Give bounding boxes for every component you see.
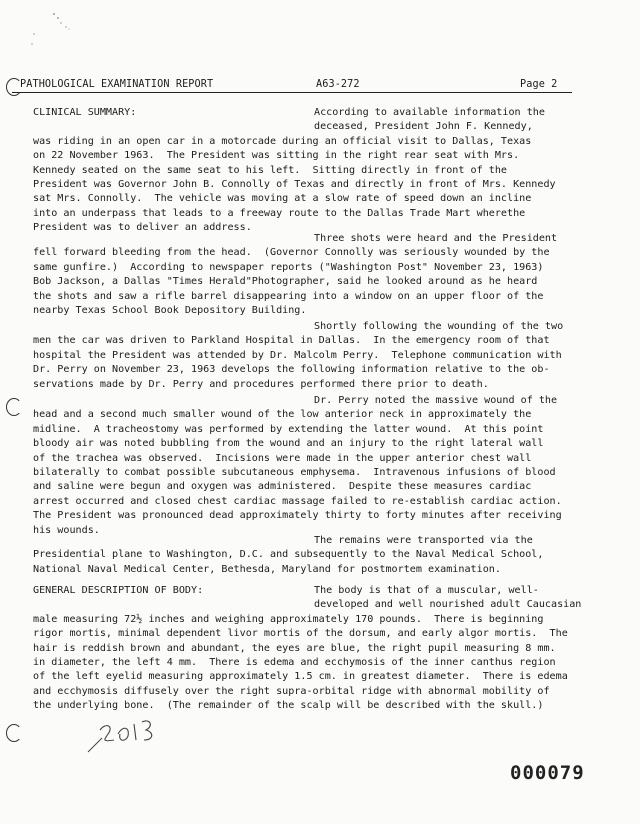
document-number: 000079: [510, 762, 585, 784]
text-line: on 22 November 1963. The President was sitting in the right rear seat with Mrs.: [33, 150, 520, 162]
text-line: in diameter, the left 4 mm. There is edema and ecchymosis of the inner canthus region: [33, 657, 556, 669]
text-line: and ecchymosis diffusely over the right supra-orbital ridge with abnormal mobility of: [33, 685, 550, 697]
punch-hole-middle: [6, 398, 22, 416]
text-line: of the left eyelid measuring approximately 1.5 cm. in greatest diameter. There is edema: [33, 671, 568, 683]
text-line: arrest occurred and closed chest cardiac massage failed to re-establish cardiac action.: [33, 495, 562, 507]
text-line: men the car was driven to Parkland Hospital in Dallas. In the emergency room of that: [33, 335, 550, 347]
text-line: midline. A tracheostomy was performed by extending the latter wound. At this point: [33, 423, 544, 435]
text-line: Shortly following the wounding of the two: [314, 321, 564, 332]
text-line: rigor mortis, minimal dependent livor mortis of the dorsum, and early algor mortis. The: [33, 628, 568, 640]
text-line: the shots and saw a rifle barrel disappearing into a window on an upper floor of the: [33, 290, 544, 302]
text-line: hospital the President was attended by Dr. Malcolm Perry. Telephone communication with: [33, 349, 562, 361]
text-line: Dr. Perry on November 23, 1963 develops the following information relative to the ob-: [33, 364, 550, 376]
text-line: of the trachea was observed. Incisions were made in the upper anterior chest wall: [33, 452, 532, 464]
text-line: fell forward bleeding from the head. (Governor Connolly was seriously wounded by the: [33, 247, 550, 259]
text-line: bloody air was noted bubbling from the wound and an injury to the right lateral wall: [33, 438, 544, 450]
text-line: same gunfire.) According to newspaper reports ("Washington Post" November 23, 1963): [33, 261, 544, 273]
text-line: According to available information the: [314, 107, 545, 118]
parkland-paragraph: [33, 320, 581, 392]
text-line: his wounds.: [33, 524, 100, 536]
text-line: Three shots were heard and the President: [314, 233, 558, 244]
case-number: A63-272: [316, 79, 360, 90]
text-line: The remains were transported via the: [314, 535, 533, 546]
text-line: the underlying bone. (The remainder of the scalp will be described with the skull.): [33, 700, 544, 712]
text-line: head and a second much smaller wound of the low anterior neck in approximately the: [33, 409, 532, 421]
text-line: President was Governor John B. Connolly of Texas and directly in front of Mrs. Kennedy: [33, 179, 556, 191]
text-line: into an underpass that leads to a freeway route to the Dallas Trade Mart wherethe: [33, 207, 526, 219]
text-line: President was to deliver an address.: [33, 222, 252, 234]
text-line: developed and well nourished adult Caucasian: [314, 599, 581, 611]
transport-paragraph: [33, 534, 581, 577]
text-line: National Naval Medical Center, Bethesda, Maryland for postmortem examination.: [33, 563, 501, 575]
text-line: sat Mrs. Connolly. The vehicle was moving at a slow rate of speed down an incline: [33, 193, 532, 205]
text-line: The body is that of a muscular, well-: [314, 585, 539, 596]
text-line: bilaterally to combat possible subcutaneous emphysema. Intravenous infusions of blood: [33, 467, 556, 479]
header-rule: [12, 92, 572, 93]
text-line: male measuring 72½ inches and weighing approximately 170 pounds. There is beginning: [33, 613, 544, 625]
clinical-summary-paragraph: [33, 106, 581, 236]
text-line: Presidential plane to Washington, D.C. and subsequently to the Naval Medical School,: [33, 549, 544, 561]
text-line: servations made by Dr. Perry and procedures performed there prior to death.: [33, 378, 489, 390]
text-line: Bob Jackson, a Dallas "Times Herald"Photographer, said he looked around as he heard: [33, 276, 538, 288]
punch-hole-bottom: [6, 724, 22, 742]
text-line: and saline were begun and oxygen was administered. Despite these measures cardiac: [33, 481, 532, 493]
text-line: The President was pronounced dead approximately thirty to forty minutes after receiving: [33, 510, 562, 522]
text-line: Kennedy seated on the same seat to his left. Sitting directly in front of the: [33, 164, 508, 176]
text-line: hair is reddish brown and abundant, the eyes are blue, the right pupil measuring 8 mm.: [33, 642, 556, 654]
text-line: deceased, President John F. Kennedy,: [314, 121, 533, 133]
handwritten-annotation: [84, 712, 164, 756]
text-line: nearby Texas School Book Depository Building.: [33, 305, 307, 317]
clinical-summary-label: CLINICAL SUMMARY:: [33, 107, 137, 118]
scan-specks: [28, 10, 88, 50]
text-line: was riding in an open car in a motorcade during an official visit to Dallas, Texas: [33, 135, 532, 147]
treatment-paragraph: [33, 394, 581, 538]
text-line: Dr. Perry noted the massive wound of the: [314, 395, 558, 406]
page-number: Page 2: [520, 79, 558, 90]
report-title: PATHOLOGICAL EXAMINATION REPORT: [20, 79, 214, 90]
general-description-paragraph: [33, 584, 581, 714]
shots-paragraph: [33, 232, 581, 318]
general-description-label: GENERAL DESCRIPTION OF BODY:: [33, 585, 204, 596]
